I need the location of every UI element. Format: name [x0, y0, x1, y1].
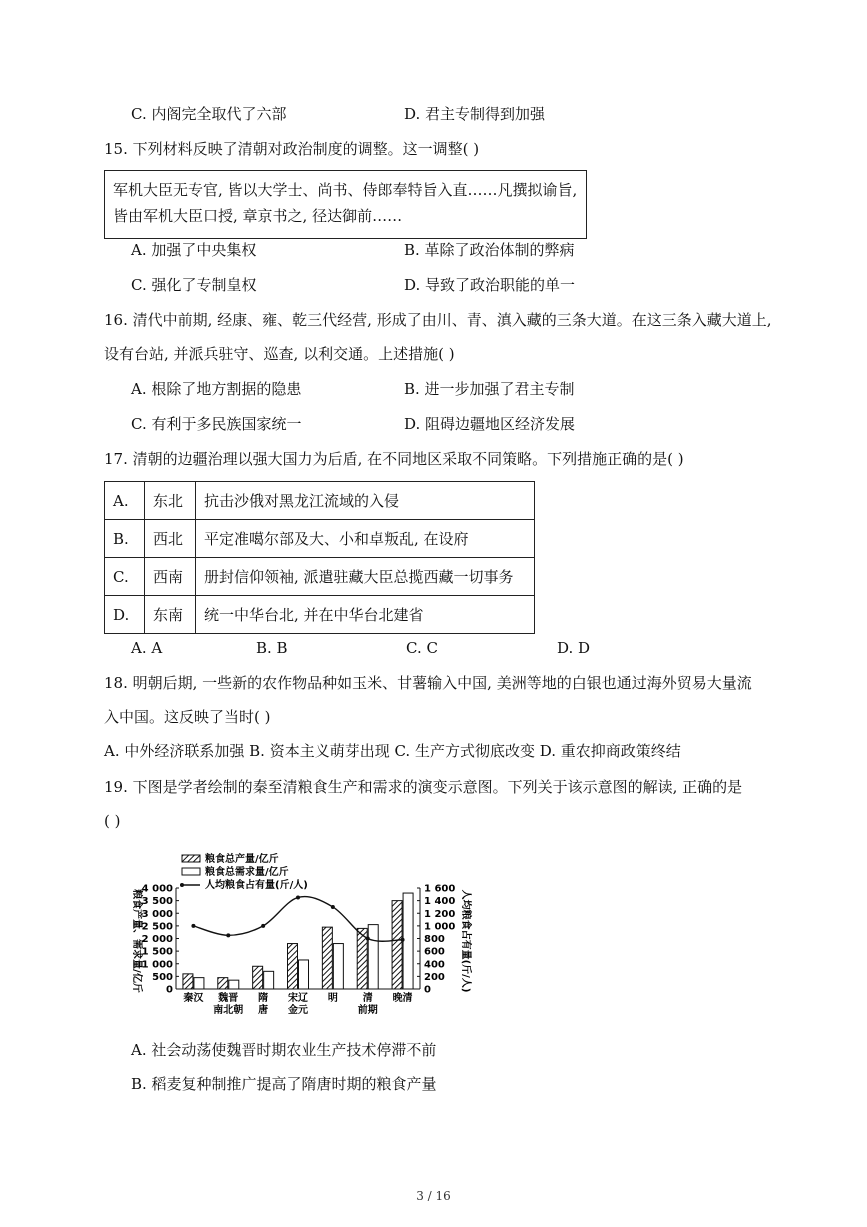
- y2-axis-title: 人均粮食占有量(斤/人): [460, 889, 471, 993]
- q19-stem-line1: 19. 下图是学者绘制的秦至清粮食生产和需求的演变示意图。下列关于该示意图的解读, 正确的是: [104, 778, 743, 796]
- q17-stem: 17. 清朝的边疆治理以强大国力为后盾, 在不同地区采取不同策略。下列措施正确的是( ): [104, 450, 684, 468]
- q17-row-measure: 抗击沙俄对黑龙江流域的入侵: [196, 482, 535, 520]
- q17-row-region: 东北: [145, 482, 196, 520]
- grain-chart: [118, 846, 478, 1026]
- q16-stem-line1: 16. 清代中前期, 经康、雍、乾三代经营, 形成了由川、青、滇入藏的三条大道。在这三条入藏大道上,: [104, 311, 772, 329]
- y2-tick-label: 1 400: [424, 896, 456, 908]
- q17-row-letter: C.: [105, 558, 145, 596]
- q18-options: A. 中外经济联系加强 B. 资本主义萌芽出现 C. 生产方式彻底改变 D. 重农抑商政策终结: [104, 742, 681, 760]
- point-percapita: [401, 938, 405, 942]
- x-tick-label: 清: [362, 993, 373, 1004]
- y-axis-title: 粮食产量、需求量/亿斤: [131, 889, 142, 993]
- y-tick-label: 3 500: [141, 896, 173, 908]
- q16-option-c: C. 有利于多民族国家统一: [131, 415, 302, 433]
- q16-option-d: D. 阻碍边疆地区经济发展: [404, 415, 576, 433]
- bar-production: [288, 944, 298, 989]
- bar-production: [183, 974, 193, 989]
- q17-row-letter: D.: [105, 596, 145, 634]
- q15-option-b: B. 革除了政治体制的弊病: [404, 241, 575, 259]
- q17-option-a: A. A: [131, 639, 163, 657]
- legend-marker-percapita: [180, 883, 184, 887]
- q19-option-a: A. 社会动荡使魏晋时期农业生产技术停滞不前: [131, 1041, 437, 1059]
- point-percapita: [261, 924, 265, 928]
- point-percapita: [191, 924, 195, 928]
- y-tick-label: 1 500: [141, 946, 173, 958]
- y-tick-label: 1 000: [141, 959, 173, 971]
- y2-tick-label: 1 600: [424, 883, 456, 895]
- y-tick-label: 2 000: [141, 934, 173, 945]
- y2-tick-label: 200: [424, 971, 445, 983]
- y-tick-label: 2 500: [141, 921, 173, 933]
- q16-option-b: B. 进一步加强了君主专制: [404, 380, 575, 398]
- legend-label-percapita: 人均粮食占有量(斤/人): [205, 880, 308, 891]
- point-percapita: [226, 933, 230, 937]
- bar-production: [253, 966, 263, 989]
- point-percapita: [366, 937, 370, 941]
- table-row: [105, 596, 535, 634]
- q15-material-line2: 皆由军机大臣口授, 章京书之, 径达御前……: [113, 207, 403, 225]
- q17-row-letter: A.: [105, 482, 145, 520]
- bar-production: [218, 978, 228, 989]
- y2-tick-label: 400: [424, 959, 445, 971]
- bar-production: [392, 901, 402, 989]
- q14-option-d: D. 君主专制得到加强: [404, 105, 546, 123]
- q15-stem: 15. 下列材料反映了清朝对政治制度的调整。这一调整( ): [104, 140, 480, 158]
- q19-stem-line2: ( ): [104, 812, 121, 830]
- y-tick-label: 500: [152, 971, 173, 983]
- y-tick-label: 4 000: [141, 883, 173, 895]
- q16-option-a: A. 根除了地方割据的隐患: [131, 380, 302, 398]
- legend-swatch-production: [182, 855, 200, 862]
- bar-demand: [194, 978, 204, 989]
- table-row: [105, 520, 535, 558]
- q14-option-c: C. 内阁完全取代了六部: [131, 105, 287, 123]
- q17-row-region: 西南: [145, 558, 196, 596]
- q18-stem-line2: 入中国。这反映了当时( ): [104, 708, 271, 726]
- q15-option-c: C. 强化了专制皇权: [131, 276, 257, 294]
- x-tick-label: 南北朝: [213, 1005, 244, 1016]
- q15-material-line1: 军机大臣无专官, 皆以大学士、尚书、侍郎奉特旨入直……凡撰拟谕旨,: [113, 181, 578, 199]
- q16-stem-line2: 设有台站, 并派兵驻守、巡查, 以利交通。上述措施( ): [104, 345, 455, 363]
- legend-label-demand: 粮食总需求量/亿斤: [205, 867, 289, 878]
- x-tick-label: 唐: [258, 1005, 269, 1016]
- bar-demand: [403, 893, 413, 989]
- bar-demand: [333, 944, 343, 989]
- q19-option-b: B. 稻麦复种制推广提高了隋唐时期的粮食产量: [131, 1075, 437, 1093]
- x-tick-label: 宋辽: [288, 993, 308, 1004]
- q17-options-table: [104, 481, 535, 634]
- table-row: [105, 558, 535, 596]
- x-tick-label: 前期: [357, 1005, 378, 1016]
- q17-option-c: C. C: [406, 639, 438, 657]
- y-tick-label: 3 000: [141, 908, 173, 920]
- q17-row-letter: B.: [105, 520, 145, 558]
- x-tick-label: 晚清: [392, 993, 413, 1004]
- bar-demand: [368, 925, 378, 989]
- legend-label-production: 粮食总产量/亿斤: [205, 854, 279, 865]
- y2-tick-label: 600: [424, 946, 445, 958]
- table-row: [105, 482, 535, 520]
- y2-tick-label: 1 200: [424, 908, 456, 920]
- q17-row-measure: 平定准噶尔部及大、小和卓叛乱, 在设府: [196, 520, 535, 558]
- x-tick-label: 明: [327, 993, 338, 1004]
- q17-row-region: 西北: [145, 520, 196, 558]
- y2-tick-label: 1 000: [424, 921, 456, 933]
- point-percapita: [296, 895, 300, 899]
- x-tick-label: 秦汉: [183, 993, 204, 1004]
- page-number: 3 / 16: [416, 1189, 451, 1203]
- point-percapita: [331, 905, 335, 909]
- chart-legend: [180, 852, 308, 891]
- y2-tick-label: 800: [424, 934, 445, 945]
- q15-option-d: D. 导致了政治职能的单一: [404, 276, 576, 294]
- y2-tick-label: 0: [424, 984, 431, 996]
- q18-stem-line1: 18. 明朝后期, 一些新的农作物品种如玉米、甘薯输入中国, 美洲等地的白银也通过海外贸易大量流: [104, 674, 752, 692]
- x-tick-label: 魏晋: [218, 993, 239, 1004]
- q15-option-a: A. 加强了中央集权: [131, 241, 257, 259]
- bar-demand: [264, 971, 274, 989]
- q15-material-box: [104, 170, 587, 239]
- legend-swatch-demand: [182, 868, 200, 875]
- q17-option-d: D. D: [557, 639, 591, 657]
- bar-demand: [229, 980, 239, 989]
- q17-row-measure: 册封信仰领袖, 派遣驻藏大臣总揽西藏一切事务: [196, 558, 535, 596]
- y-tick-label: 0: [166, 984, 173, 996]
- q17-row-region: 东南: [145, 596, 196, 634]
- bar-demand: [299, 960, 309, 989]
- q17-row-measure: 统一中华台北, 并在中华台北建省: [196, 596, 535, 634]
- bar-production: [322, 927, 332, 989]
- q17-option-b: B. B: [256, 639, 288, 657]
- x-tick-label: 金元: [288, 1005, 308, 1016]
- x-tick-label: 隋: [258, 993, 269, 1004]
